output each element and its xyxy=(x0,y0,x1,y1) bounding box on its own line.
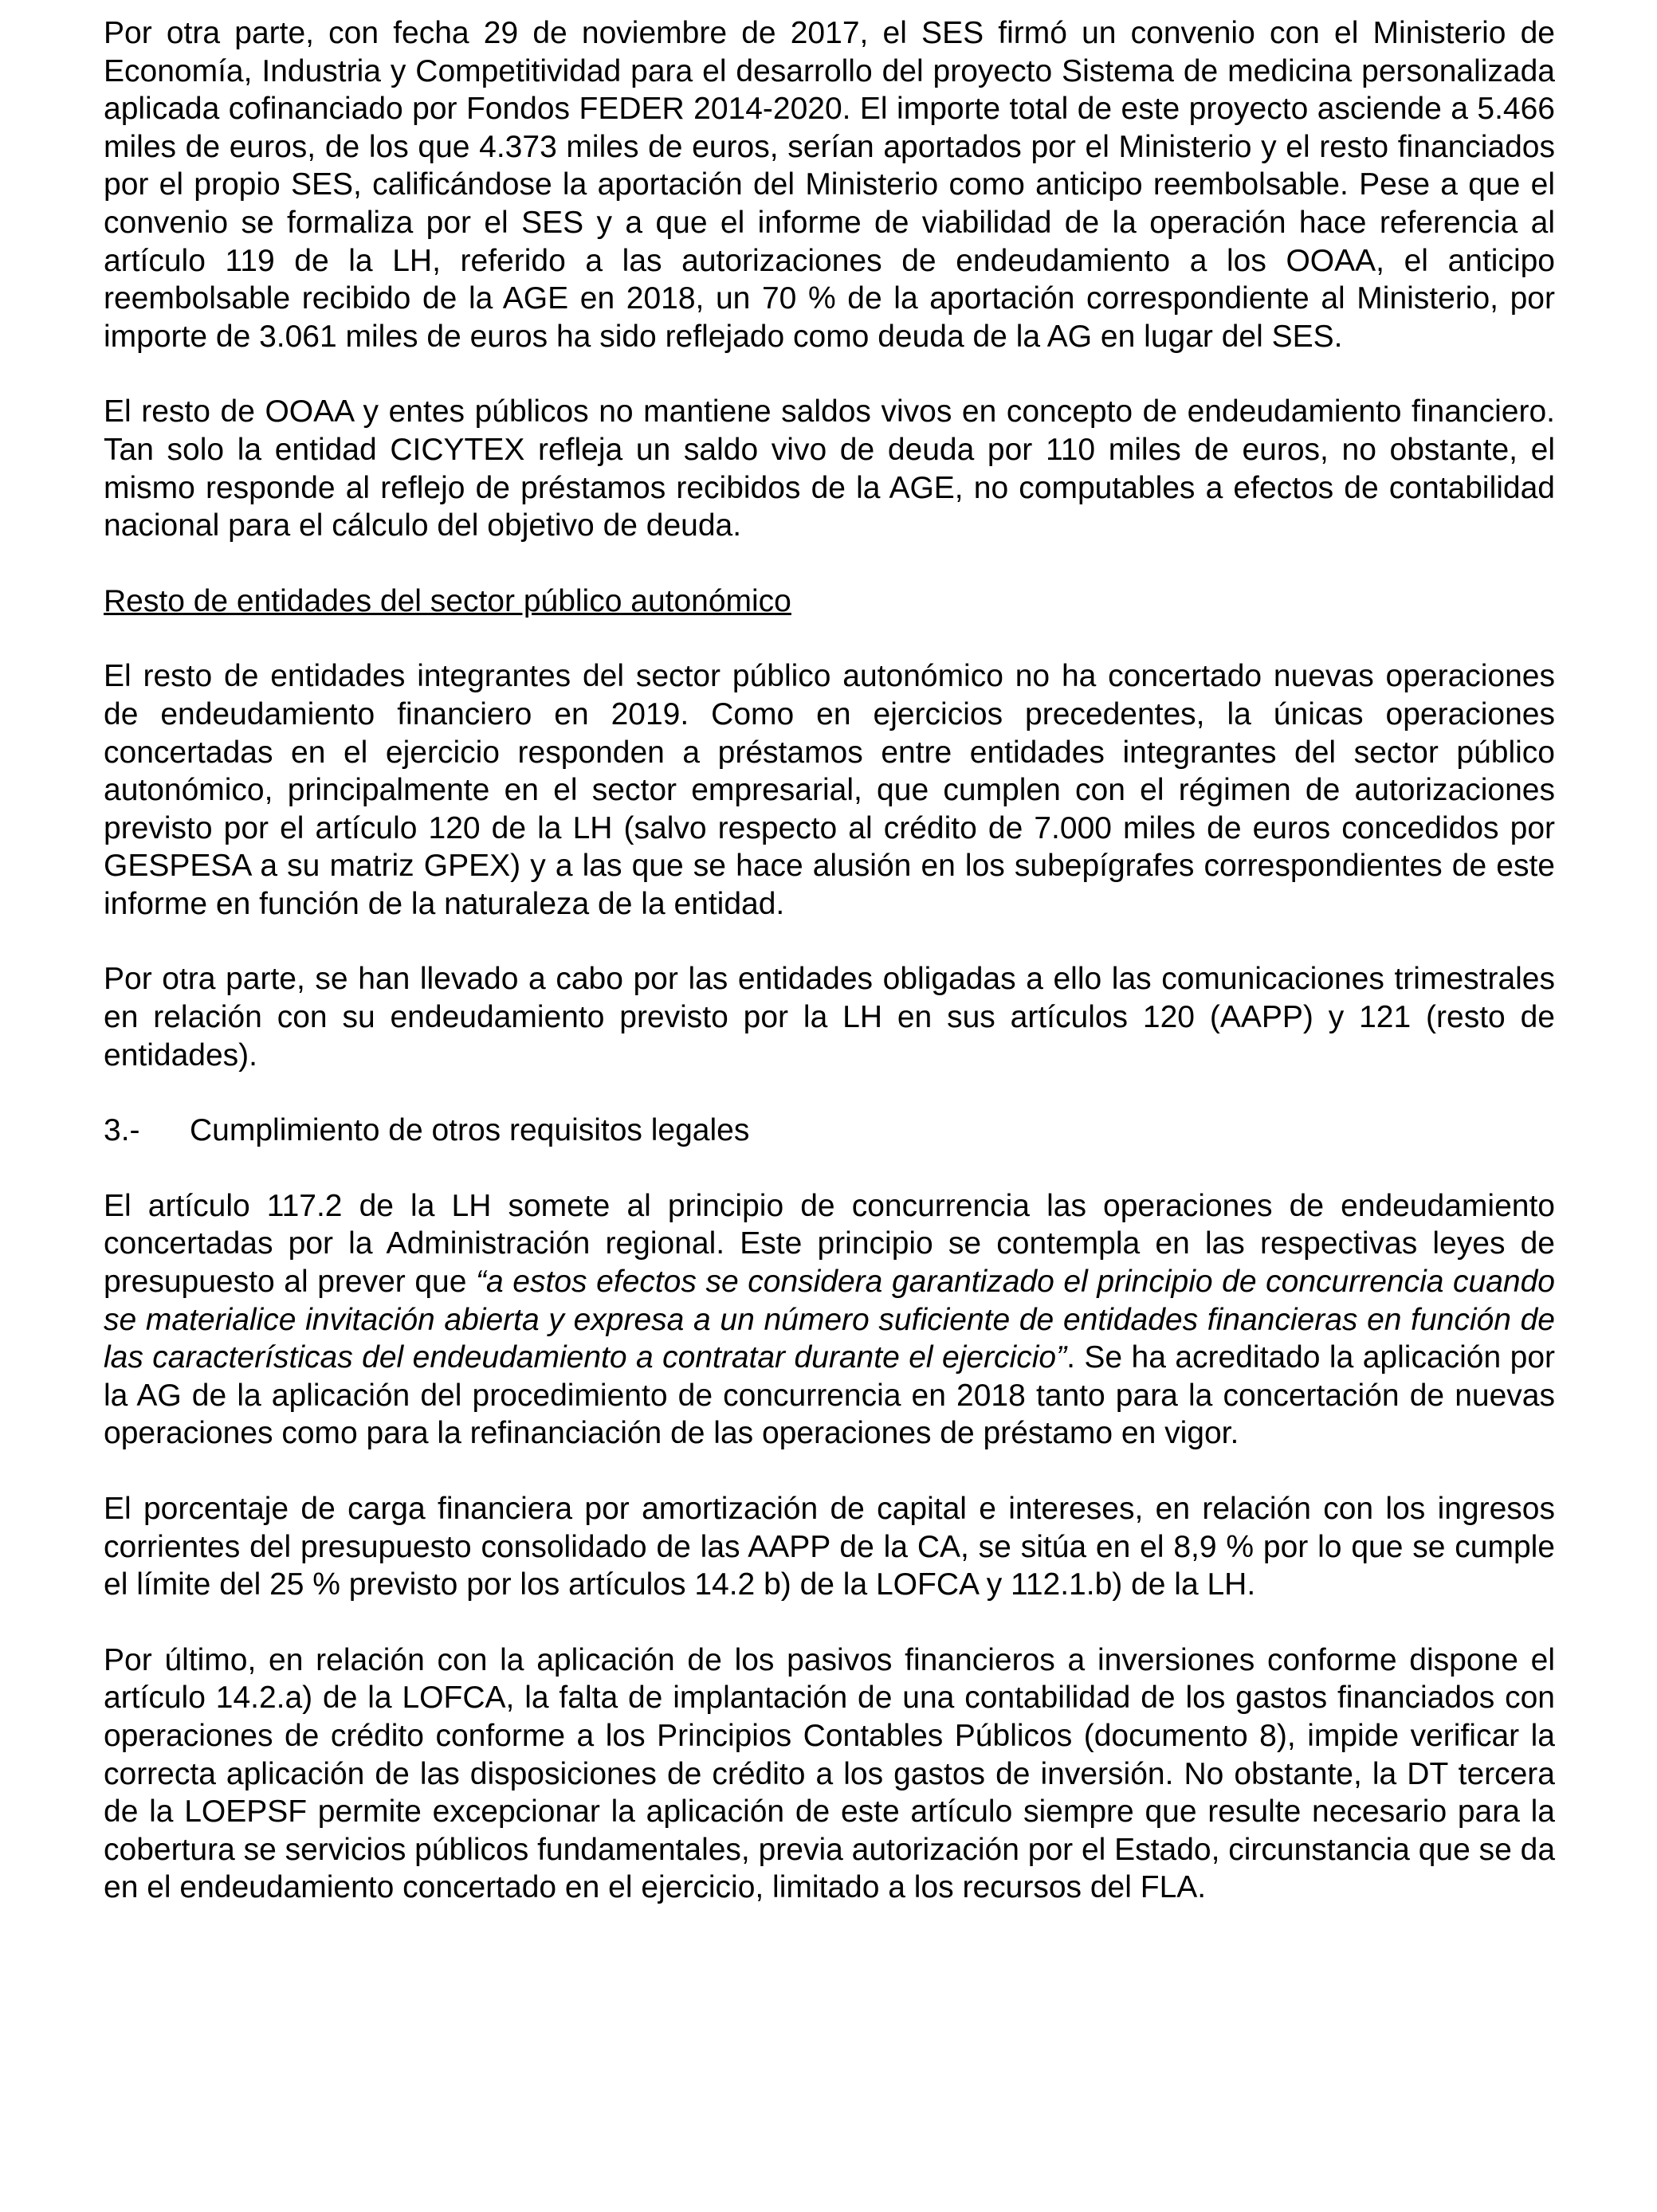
paragraph-ses-convenio: Por otra parte, con fecha 29 de noviembre de 2017, el SES firmó un convenio con el Ministerio de Economía, Industria y Competitividad para el desarrollo del proyecto Sistema de medicina personalizada aplicada cofinanciado por Fondos FEDER 2014-2020. El importe total de este proyecto asciende a 5.466 miles de euros, de los que 4.373 miles de euros, serían aportados por el Ministerio y el resto financiados por el propio SES, calificándose la aportación del Ministerio como anticipo reembolsable. Pese a que el convenio se formaliza por el SES y a que el informe de viabilidad de la operación hace referencia al artículo 119 de la LH, referido a las autorizaciones de endeudamiento a los OOAA, el anticipo reembolsable recibido de la AGE en 2018, un 70 % de la aportación correspondiente al Ministerio, por importe de 3.061 miles de euros ha sido reflejado como deuda de la AG en lugar del SES. xyxy=(104,16,1555,354)
paragraph-comunicaciones: Por otra parte, se han llevado a cabo por las entidades obligadas a ello las comunicaciones trimestrales en relación con su endeudamiento previsto por la LH en sus artículos 120 (AAPP) y 121 (resto de entidades). xyxy=(104,962,1555,1073)
concurrencia-text-before: El artículo 117.2 de la LH somete al principio de concurrencia las operaciones de endeudamiento concertadas por la Administración regional. Este principio se contempla en las respectivas leyes de presupuesto al prever que xyxy=(104,1188,1555,1300)
paragraph-carga-financiera: El porcentaje de carga financiera por amortización de capital e intereses, en relación con los ingresos corrientes del presupuesto consolidado de las AAPP de la CA, se sitúa en el 8,9 % por lo que se cumple el límite del 25 % previsto por los artículos 14.2 b) de la LOFCA y 112.1.b) de la LH. xyxy=(104,1492,1555,1602)
section-heading xyxy=(104,1112,1555,1150)
subheading-resto-entidades: Resto de entidades del sector público autonómico xyxy=(104,583,791,618)
paragraph-concurrencia xyxy=(104,1187,1555,1453)
section-title: Cumplimiento de otros requisitos legales xyxy=(190,1113,750,1148)
concurrencia-text-after: . Se ha acreditado la aplicación por la AG de la aplicación del procedimiento de concurrencia en 2018 tanto para la concertación de nuevas operaciones como para la refinanciación de las operaciones de préstamo en vigor. xyxy=(104,1340,1555,1451)
paragraph-resto-entidades: El resto de entidades integrantes del sector público autonómico no ha concertado nuevas operaciones de endeudamiento financiero en 2019. Como en ejercicios precedentes, la únicas operaciones concertadas en el ejercicio responden a préstamos entre entidades integrantes del sector público autonómico, principalmente en el sector empresarial, que cumplen con el régimen de autorizaciones previsto por el artículo 120 de la LH (salvo respecto al crédito de 7.000 miles de euros concedidos por GESPESA a su matriz GPEX) y a las que se hace alusión en los subepígrafes correspondientes de este informe en función de la naturaleza de la entidad. xyxy=(104,659,1555,921)
document-page xyxy=(104,14,1555,1944)
section-number: 3.- xyxy=(104,1113,140,1148)
concurrencia-quote: “a estos efectos se considera garantizado el principio de concurrencia cuando se materialice invitación abierta y expresa a un número suficiente de entidades financieras en función de las características del endeudamiento a contratar durante el ejercicio” xyxy=(104,1265,1555,1375)
paragraph-ooaa-saldos: El resto de OOAA y entes públicos no mantiene saldos vivos en concepto de endeudamiento financiero. Tan solo la entidad CICYTEX refleja un saldo vivo de deuda por 110 miles de euros, no obstante, el mismo responde al reflejo de préstamos recibidos de la AGE, no computables a efectos de contabilidad nacional para el cálculo del objetivo de deuda. xyxy=(104,394,1555,543)
paragraph-pasivos-financieros: Por último, en relación con la aplicación de los pasivos financieros a inversiones conforme dispone el artículo 14.2.a) de la LOFCA, la falta de implantación de una contabilidad de los gastos financiados con operaciones de crédito conforme a los Principios Contables Públicos (documento 8), impide verificar la correcta aplicación de las disposiciones de crédito a los gastos de inversión. No obstante, la DT tercera de la LOEPSF permite excepcionar la aplicación de este artículo siempre que resulte necesario para la cobertura se servicios públicos fundamentales, previa autorización por el Estado, circunstancia que se da en el endeudamiento concertado en el ejercicio, limitado a los recursos del FLA. xyxy=(104,1642,1556,1905)
